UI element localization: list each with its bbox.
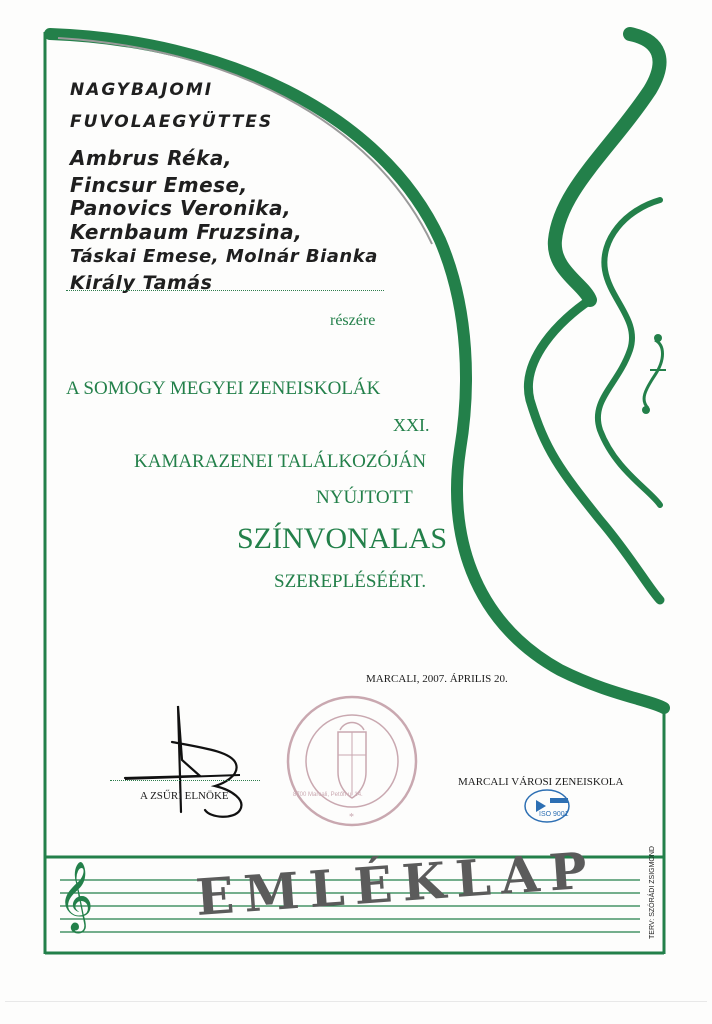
recipient-line: Kernbaum Fruzsina, [70, 220, 303, 244]
recipient-line: Király Tamás [70, 272, 213, 294]
recipient-line: FUVOLAEGYÜTTES [70, 112, 274, 132]
body-line-2: XXI. [393, 415, 430, 435]
body-line-6: SZEREPLÉSÉÉRT. [274, 571, 427, 592]
recipient-line: Panovics Veronika, [70, 196, 292, 220]
recipient-line: Fincsur Emese, [70, 173, 248, 197]
stamp-text: 8700 Marcali, Petőfi u. 14. [293, 792, 363, 798]
signature-dotted-line [110, 780, 260, 781]
iso-label: ISO 9001 [539, 811, 569, 818]
recipient-line: Táskai Emese, Molnár Bianka [70, 246, 378, 267]
svg-text:*: * [349, 812, 354, 823]
recipient-line: NAGYBAJOMI [70, 80, 214, 100]
recipient-line: Ambrus Réka, [70, 146, 232, 170]
treble-clef-icon: 𝄞 [58, 861, 94, 931]
body-line-3: KAMARAZENEI TALÁLKOZÓJÁN [134, 451, 427, 472]
body-line-1: A SOMOGY MEGYEI ZENEISKOLÁK [66, 378, 381, 399]
body-line-4: NYÚJTOTT [316, 487, 413, 508]
date-line: MARCALI, 2007. ÁPRILIS 20. [366, 673, 508, 685]
school-name: MARCALI VÁROSI ZENEISKOLA [458, 776, 624, 788]
banner-title: EMLÉKLAP [193, 840, 599, 927]
reszere-label: részére [330, 312, 376, 329]
jury-label: A ZSŰRI ELNÖKE [140, 790, 229, 802]
body-line-5: SZÍNVONALAS [237, 522, 447, 555]
recipient-dotted-line [66, 290, 384, 291]
page-edge [5, 1001, 707, 1002]
designer-credit: TERV: SZÓRÁDI ZSIGMOND [648, 846, 656, 939]
